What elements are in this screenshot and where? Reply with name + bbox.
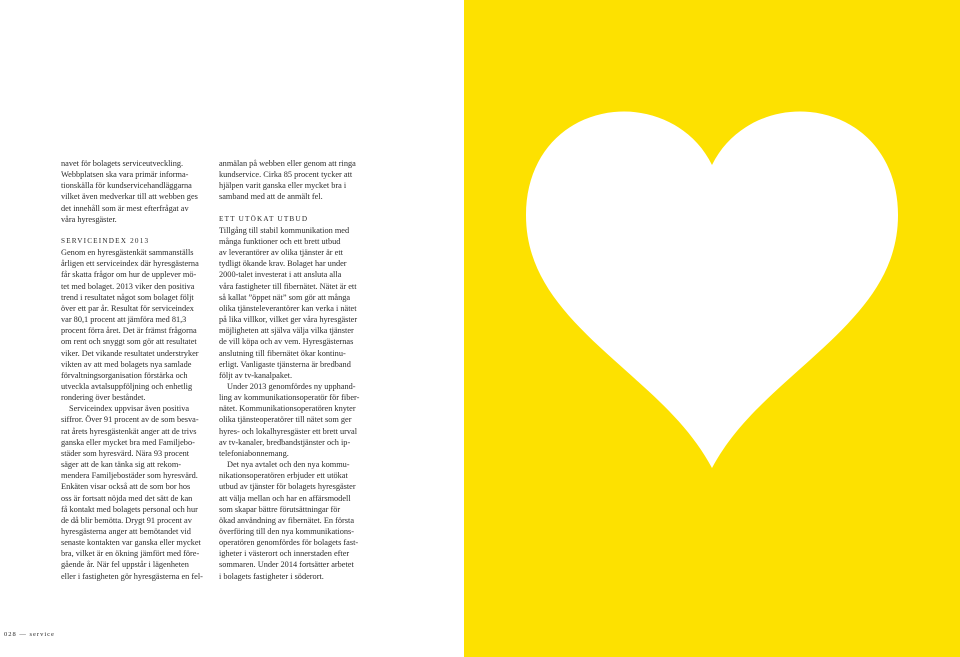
text-line: eller i fastigheten gör hyresgästerna en fel-	[61, 571, 203, 581]
text-line: Enkäten visar också att de som bor hos	[61, 482, 191, 492]
paragraph	[219, 225, 367, 381]
text-line: viker. Det vikande resultatet understryker	[61, 348, 199, 358]
text-line: olika tjänsteleverantörer kan verka i nätet	[219, 303, 357, 313]
text-line: våra fastigheter till fibernätet. Nätet är ett	[219, 281, 357, 291]
text-line: möjligheten att själva välja vilka tjänster	[219, 326, 354, 336]
text-line: procent förra året. Det är främst frågorna	[61, 326, 197, 336]
text-line: säger att de kan tänka sig att rekom-	[61, 460, 182, 470]
heart-icon	[464, 0, 960, 657]
text-line: trend i resultatet något som bolaget följt	[61, 292, 194, 302]
text-line: sommaren. Under 2014 fortsätter arbetet	[219, 560, 354, 570]
text-line: siffror. Över 91 procent av de som besva-	[61, 415, 199, 425]
text-line: navet för bolagets serviceutveckling.	[61, 159, 184, 168]
text-line: ling av kommunikationsoperatör för fiber-	[219, 393, 360, 403]
text-line: som skapar bättre förutsättningar för	[219, 504, 341, 514]
section-heading: ETT UTÖKAT UTBUD	[219, 214, 309, 223]
yellow-panel	[464, 0, 960, 657]
page-folio: 028 — service	[4, 631, 55, 638]
paragraph	[219, 459, 367, 582]
text-line: av leverantörer av olika tjänster är ett	[219, 248, 343, 258]
text-line: rat årets hyresgästenkät anger att de trivs	[61, 426, 197, 436]
text-line: kundservice. Cirka 85 procent tycker att	[219, 170, 353, 180]
text-line: mendera Familjebostäder som hyresvärd.	[61, 471, 198, 481]
text-line: operatören genomfördes för bolagets fast-	[219, 538, 359, 548]
text-line: vilket även medverkar till att webben ges	[61, 192, 198, 202]
text-line: tydligt ökande krav. Bolaget har under	[219, 259, 347, 269]
text-line: det innehåll som är mest efterfrågat av	[61, 203, 189, 213]
text-line: över ett par år. Resultat för serviceindex	[61, 303, 194, 313]
text-line: senaste kontakten var ganska eller mycket	[61, 538, 201, 548]
text-line: gående år. När fel uppstår i lägenheten	[61, 560, 189, 570]
text-line: hjälpen varit ganska eller mycket bra i	[219, 181, 347, 191]
paragraph	[219, 158, 367, 203]
text-line: städer som hyresvärd. Nära 93 procent	[61, 448, 190, 458]
text-line: Det nya avtalet och den nya kommu-	[227, 460, 350, 470]
paragraph	[61, 158, 211, 225]
text-line: förvaltningsorganisation förstärka och	[61, 370, 188, 380]
text-column-2	[219, 158, 367, 582]
text-line: på lika villkor, vilket ger våra hyresgäster	[219, 315, 358, 325]
text-line: tionskälla för kundservicehandläggarna	[61, 181, 192, 191]
text-line: olika tjänsteoperatörer till nätet som ger	[219, 415, 352, 425]
text-line: våra hyresgäster.	[61, 214, 117, 224]
text-line: ökad användning av fibernätet. En första	[219, 515, 355, 525]
text-line: överföring till den nya kommunikations-	[219, 527, 355, 536]
text-line: nätet. Kommunikationsoperatören knyter	[219, 404, 356, 414]
text-line: Genom en hyresgästenkät sammanställs	[61, 248, 194, 258]
text-line: Webbplatsen ska vara primär informa-	[61, 170, 189, 180]
text-line: bra, vilket är en ökning jämfört med före-	[61, 549, 200, 559]
text-line: hyresgästerna anger att bemötandet vid	[61, 527, 191, 536]
text-line: vikten av att med bolagets nya samlade	[61, 359, 192, 369]
text-line: av tv-kanaler, bredbandstjänster och ip-	[219, 437, 351, 447]
text-line: får skatta frågor om hur de upplever mö-	[61, 270, 197, 280]
text-line: årligen ett serviceindex där hyresgästerna	[61, 259, 199, 269]
text-line: oss är fortsatt nöjda med det sätt de kan	[61, 493, 193, 503]
text-line: hyres- och lokalhyresgäster ett brett urval	[219, 426, 358, 436]
text-column-1	[61, 158, 211, 582]
text-line: utveckla avtalsuppföljning och enhetlig	[61, 381, 193, 391]
text-line: Tillgång till stabil kommunikation med	[219, 225, 350, 235]
text-line: följt av tv-kanalpaket.	[219, 370, 293, 380]
section-heading: SERVICEINDEX 2013	[61, 236, 150, 245]
text-line: var 80,1 procent att jämföra med 81,3	[61, 315, 187, 325]
text-line: rondering över beståndet.	[61, 393, 146, 403]
text-line: samband med att de anmält fel.	[219, 192, 323, 202]
text-line: Under 2013 genomfördes ny upphand-	[227, 381, 356, 391]
text-line: tet med bolaget. 2013 viker den positiva	[61, 281, 195, 291]
text-line: nikationsoperatören erbjuder ett utökat	[219, 471, 348, 481]
text-line: de då blir bemötta. Drygt 91 procent av	[61, 515, 192, 525]
text-line: ganska eller mycket bra med Familjebo-	[61, 437, 195, 447]
text-line: i bolagets fastigheter i söderort.	[219, 571, 324, 581]
text-line: erligt. Vanligaste tjänsterna är bredband	[219, 359, 351, 369]
paragraph	[61, 247, 211, 403]
text-line: de vill köpa och av vem. Hyresgästernas	[219, 337, 354, 347]
left-page	[0, 0, 464, 657]
paragraph	[219, 381, 367, 459]
text-line: anslutning till fibernätet ökar kontinu-	[219, 348, 346, 358]
text-line: utbud av tjänster för bolagets hyresgäster	[219, 482, 356, 492]
text-line: anmälan på webben eller genom att ringa	[219, 159, 356, 168]
text-line: telefoniabonnemang.	[219, 448, 289, 458]
text-line: igheter i västerort och innerstaden efter	[219, 549, 350, 559]
text-line: Serviceindex uppvisar även positiva	[69, 404, 190, 414]
text-line: att välja mellan och har en affärsmodell	[219, 493, 351, 503]
text-line: om rent och snyggt som gör att resultatet	[61, 337, 197, 347]
text-line: 2000-talet investerat i att ansluta alla	[219, 270, 342, 280]
text-line: så kallat ”öppet nät” som gör att många	[219, 292, 351, 302]
text-line: många funktioner och ett brett utbud	[219, 236, 341, 246]
paragraph	[61, 403, 211, 582]
text-line: få kontakt med bolagets personal och hur	[61, 504, 198, 514]
